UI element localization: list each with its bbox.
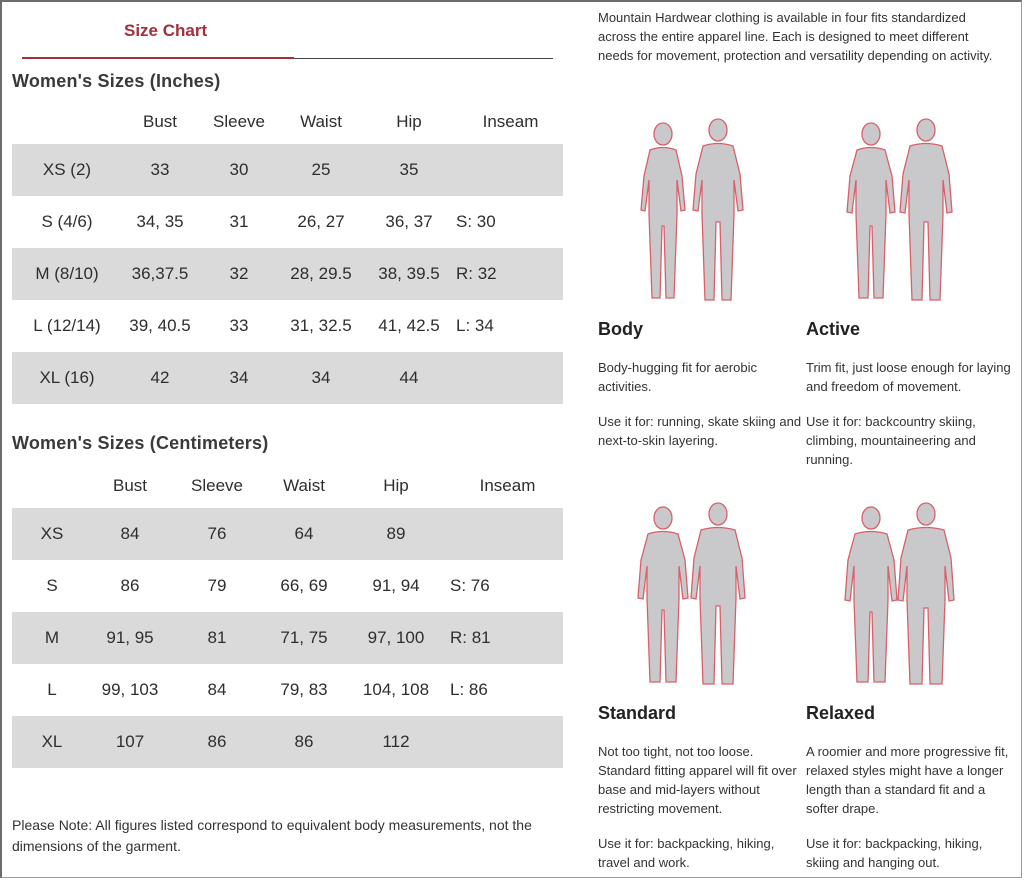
header-hip: Hip	[383, 476, 409, 495]
sleeve-cell: 84	[207, 680, 227, 699]
sleeve-cell: 31	[229, 212, 249, 231]
bust-cell: 42	[122, 352, 198, 404]
waist-cell: 26, 27	[297, 212, 345, 231]
header-size	[12, 464, 92, 508]
table-row	[12, 352, 563, 404]
fit-active-use: Use it for: backcountry skiing, climbing, mountaineering and running.	[806, 414, 976, 467]
male-figure-icon	[900, 119, 952, 300]
bust-cell: 36,37.5	[122, 248, 198, 300]
size-cell: XL	[12, 716, 92, 768]
size-cell: L (12/14)	[33, 316, 101, 335]
table-row	[12, 508, 563, 560]
inseam-cell	[450, 508, 563, 560]
bust-cell: 84	[92, 508, 168, 560]
female-figure-icon	[641, 123, 685, 298]
bust-cell: 33	[122, 144, 198, 196]
size-cell: XS	[12, 508, 92, 560]
table-row	[12, 560, 563, 612]
inseam-cell	[456, 352, 563, 404]
waist-cell: 31, 32.5	[290, 316, 352, 335]
header-bust: Bust	[112, 476, 148, 495]
hip-cell: 104, 108	[362, 680, 430, 699]
table-row	[12, 196, 563, 248]
fit-standard-description: Not too tight, not too loose. Standard fitting apparel will fit over base and mid-layers without restricting movement.	[598, 744, 797, 816]
header-sleeve: Sleeve	[191, 476, 243, 495]
table-header-row	[12, 100, 563, 144]
sleeve-cell: 34	[198, 352, 280, 404]
waist-cell: 66, 69	[280, 576, 328, 595]
hip-cell: 36, 37	[385, 212, 433, 231]
hip-cell: 41, 42.5	[378, 316, 440, 335]
fit-body-use: Use it for: running, skate skiing and next-to-skin layering.	[598, 414, 802, 448]
sleeve-cell: 30	[198, 144, 280, 196]
size-cell: S	[46, 576, 58, 595]
hip-cell: 44	[362, 352, 456, 404]
hip-cell: 112	[342, 716, 450, 768]
relaxed-fit-illustration	[838, 502, 958, 692]
size-cell: S (4/6)	[41, 212, 93, 231]
fits-intro: Mountain Hardwear clothing is available in four fits standardized across the entire apparel line. Each is designed to meet different needs for movement, protection and versatility depending on activity.	[598, 10, 993, 63]
fit-relaxed-use: Use it for: backpacking, hiking, skiing and hanging out.	[806, 836, 983, 870]
inseam-cell	[456, 144, 563, 196]
inches-table	[12, 100, 563, 404]
fit-relaxed-description: A roomier and more progressive fit, relaxed styles might have a longer length than a standard fit and a softer drape.	[806, 744, 1009, 816]
table-header-row	[12, 464, 563, 508]
fit-body-title: Body	[598, 319, 643, 339]
sleeve-cell: 32	[198, 248, 280, 300]
header-inseam: Inseam	[482, 112, 539, 131]
header-waist: Waist	[300, 112, 342, 131]
table-row	[12, 716, 563, 768]
header-sleeve: Sleeve	[213, 112, 265, 131]
table-row	[12, 248, 563, 300]
hip-cell: 38, 39.5	[362, 248, 456, 300]
table-row	[12, 612, 563, 664]
header-size	[12, 100, 122, 144]
hip-cell: 35	[362, 144, 456, 196]
waist-cell: 34	[280, 352, 362, 404]
active-fit-illustration	[838, 118, 958, 308]
waist-cell: 86	[266, 716, 342, 768]
waist-cell: 28, 29.5	[280, 248, 362, 300]
cm-heading: Women's Sizes (Centimeters)	[12, 433, 269, 453]
table-row	[12, 144, 563, 196]
bust-cell: 107	[92, 716, 168, 768]
size-cell: L	[47, 680, 57, 699]
waist-cell: 25	[280, 144, 362, 196]
hip-cell: 97, 100	[342, 612, 450, 664]
male-figure-icon	[693, 119, 743, 300]
inseam-cell: L: 34	[456, 316, 494, 335]
title-divider-accent	[22, 57, 294, 59]
fit-standard-title: Standard	[598, 703, 677, 723]
size-cell: M (8/10)	[12, 248, 122, 300]
female-figure-icon	[847, 123, 895, 298]
male-figure-icon	[691, 503, 745, 684]
body-fit-illustration	[630, 118, 750, 308]
inseam-cell: S: 30	[456, 212, 496, 231]
bust-cell: 86	[120, 576, 140, 595]
standard-fit-illustration	[630, 502, 750, 692]
fit-active-title: Active	[806, 319, 861, 339]
hip-cell: 89	[342, 508, 450, 560]
size-cell: M	[12, 612, 92, 664]
inches-heading: Women's Sizes (Inches)	[12, 71, 221, 91]
header-waist: Waist	[283, 476, 325, 495]
fit-body-description: Body-hugging fit for aerobic activities.	[598, 360, 757, 394]
fit-relaxed-title: Relaxed	[806, 703, 876, 723]
waist-cell: 71, 75	[266, 612, 342, 664]
sleeve-cell: 81	[168, 612, 266, 664]
inseam-cell	[450, 716, 563, 768]
inseam-cell: R: 81	[450, 612, 563, 664]
header-bust: Bust	[142, 112, 178, 131]
waist-cell: 64	[266, 508, 342, 560]
bust-cell: 91, 95	[92, 612, 168, 664]
inseam-cell: S: 76	[450, 576, 490, 595]
table-row	[12, 664, 563, 716]
header-hip: Hip	[396, 112, 422, 131]
bust-cell: 34, 35	[136, 212, 184, 231]
hip-cell: 91, 94	[372, 576, 420, 595]
inseam-cell: L: 86	[450, 680, 488, 699]
bust-cell: 39, 40.5	[129, 316, 191, 335]
cm-table	[12, 464, 563, 768]
fit-active-description: Trim fit, just loose enough for laying and freedom of movement.	[806, 360, 1011, 394]
female-figure-icon	[845, 507, 897, 682]
sleeve-cell: 86	[168, 716, 266, 768]
sleeve-cell: 33	[229, 316, 249, 335]
female-figure-icon	[638, 507, 688, 682]
header-inseam: Inseam	[479, 476, 536, 495]
male-figure-icon	[898, 503, 954, 684]
waist-cell: 79, 83	[280, 680, 328, 699]
sleeve-cell: 79	[207, 576, 227, 595]
sleeve-cell: 76	[168, 508, 266, 560]
measurement-note: Please Note: All figures listed correspond to equivalent body measurements, not the dimensions of the garment.	[12, 817, 532, 854]
size-cell: XL (16)	[12, 352, 122, 404]
page-title: Size Chart	[124, 21, 208, 40]
size-cell: XS (2)	[12, 144, 122, 196]
inseam-cell: R: 32	[456, 248, 563, 300]
table-row	[12, 300, 563, 352]
bust-cell: 99, 103	[101, 680, 159, 699]
fit-standard-use: Use it for: backpacking, hiking, travel and work.	[598, 836, 775, 870]
